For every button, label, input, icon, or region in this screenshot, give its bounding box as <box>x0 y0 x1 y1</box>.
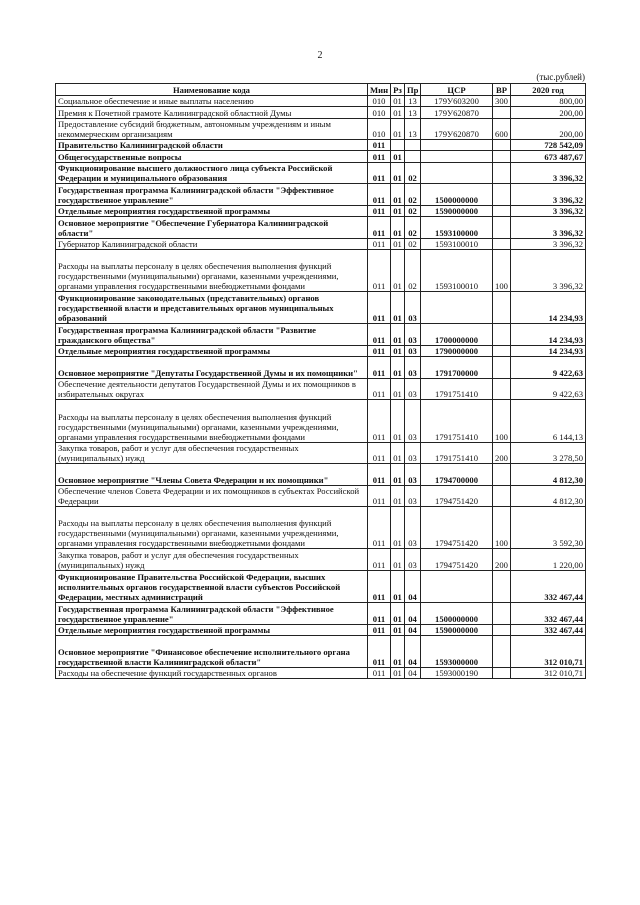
cell-sum: 3 396,32 <box>511 217 586 239</box>
header-rz: Рз <box>391 84 405 96</box>
cell-pr <box>405 140 421 151</box>
cell-vr <box>493 292 511 324</box>
cell-csr: 1790000000 <box>421 345 493 356</box>
table-row <box>56 507 586 549</box>
cell-min: 010 <box>368 96 391 107</box>
cell-sum: 200,00 <box>511 107 586 118</box>
cell-vr <box>493 357 511 379</box>
cell-sum: 1 220,00 <box>511 549 586 571</box>
cell-vr <box>493 151 511 162</box>
cell-vr: 200 <box>493 442 511 464</box>
cell-min: 011 <box>368 205 391 216</box>
cell-vr: 600 <box>493 118 511 140</box>
cell-rz: 01 <box>391 635 405 667</box>
cell-min: 011 <box>368 238 391 249</box>
cell-pr: 03 <box>405 442 421 464</box>
cell-name: Премия к Почетной грамоте Калининградской областной Думы <box>56 107 368 118</box>
cell-csr: 179У620870 <box>421 107 493 118</box>
cell-rz <box>391 140 405 151</box>
cell-pr: 03 <box>405 549 421 571</box>
cell-min: 011 <box>368 507 391 549</box>
cell-name: Государственная программа Калининградской области "Развитие гражданского общества" <box>56 324 368 346</box>
cell-name: Правительство Калининградской области <box>56 140 368 151</box>
cell-pr <box>405 151 421 162</box>
cell-rz: 01 <box>391 96 405 107</box>
cell-rz: 01 <box>391 507 405 549</box>
header-year: 2020 год <box>511 84 586 96</box>
cell-pr: 13 <box>405 96 421 107</box>
cell-sum: 728 542,09 <box>511 140 586 151</box>
cell-name: Основное мероприятие "Члены Совета Федерации и их помощники" <box>56 464 368 486</box>
cell-vr <box>493 217 511 239</box>
cell-min: 011 <box>368 464 391 486</box>
cell-min: 010 <box>368 118 391 140</box>
cell-name: Отдельные мероприятия государственной программы <box>56 205 368 216</box>
cell-name: Отдельные мероприятия государственной программы <box>56 345 368 356</box>
cell-sum: 9 422,63 <box>511 357 586 379</box>
cell-name: Закупка товаров, работ и услуг для обеспечения государственных (муниципальных) нужд <box>56 442 368 464</box>
cell-rz: 01 <box>391 292 405 324</box>
cell-csr <box>421 151 493 162</box>
cell-sum: 6 144,13 <box>511 400 586 442</box>
cell-name: Государственная программа Калининградской области "Эффективное государственное управление" <box>56 602 368 624</box>
cell-rz: 01 <box>391 238 405 249</box>
table-row <box>56 107 586 118</box>
cell-name: Функционирование законодательных (представительных) органов государственной власти и представительных органов муниципальных образований <box>56 292 368 324</box>
cell-pr: 04 <box>405 667 421 678</box>
cell-sum: 3 396,32 <box>511 238 586 249</box>
cell-pr: 02 <box>405 184 421 206</box>
header-vr: ВР <box>493 84 511 96</box>
cell-csr: 1791700000 <box>421 357 493 379</box>
header-name: Наименование кода <box>56 84 368 96</box>
table-row <box>56 238 586 249</box>
cell-name: Основное мероприятие "Обеспечение Губернатора Калининградской области" <box>56 217 368 239</box>
cell-pr: 03 <box>405 464 421 486</box>
cell-rz: 01 <box>391 184 405 206</box>
cell-csr: 1593100010 <box>421 238 493 249</box>
cell-pr: 04 <box>405 571 421 603</box>
table-row <box>56 464 586 486</box>
cell-csr <box>421 162 493 184</box>
cell-min: 011 <box>368 292 391 324</box>
cell-name: Государственная программа Калининградской области "Эффективное государственное управление" <box>56 184 368 206</box>
cell-sum: 800,00 <box>511 96 586 107</box>
cell-csr: 1791751410 <box>421 378 493 400</box>
cell-min: 011 <box>368 667 391 678</box>
cell-pr: 04 <box>405 624 421 635</box>
cell-pr: 03 <box>405 400 421 442</box>
cell-sum: 332 467,44 <box>511 602 586 624</box>
cell-rz: 01 <box>391 118 405 140</box>
cell-pr: 03 <box>405 324 421 346</box>
header-min: Мин <box>368 84 391 96</box>
cell-sum: 332 467,44 <box>511 624 586 635</box>
cell-vr: 100 <box>493 400 511 442</box>
cell-sum: 332 467,44 <box>511 571 586 603</box>
cell-min: 010 <box>368 107 391 118</box>
cell-min: 011 <box>368 624 391 635</box>
cell-min: 011 <box>368 184 391 206</box>
cell-csr: 1794751420 <box>421 507 493 549</box>
cell-rz: 01 <box>391 485 405 507</box>
cell-name: Закупка товаров, работ и услуг для обеспечения государственных (муниципальных) нужд <box>56 549 368 571</box>
cell-min: 011 <box>368 151 391 162</box>
cell-vr <box>493 378 511 400</box>
cell-rz: 01 <box>391 549 405 571</box>
cell-csr: 1794700000 <box>421 464 493 486</box>
table-row <box>56 324 586 346</box>
cell-min: 011 <box>368 357 391 379</box>
cell-sum: 3 396,32 <box>511 162 586 184</box>
table-row <box>56 250 586 292</box>
units-label: (тыс.рублей) <box>536 72 585 82</box>
cell-min: 011 <box>368 324 391 346</box>
cell-sum: 3 396,32 <box>511 250 586 292</box>
cell-rz: 01 <box>391 400 405 442</box>
table-row <box>56 378 586 400</box>
cell-min: 011 <box>368 345 391 356</box>
cell-pr: 03 <box>405 507 421 549</box>
cell-csr: 1700000000 <box>421 324 493 346</box>
cell-rz: 01 <box>391 107 405 118</box>
cell-sum: 3 278,50 <box>511 442 586 464</box>
cell-min: 011 <box>368 400 391 442</box>
cell-csr: 1593000190 <box>421 667 493 678</box>
table-row <box>56 205 586 216</box>
cell-sum: 3 592,30 <box>511 507 586 549</box>
cell-vr <box>493 571 511 603</box>
cell-vr <box>493 162 511 184</box>
cell-rz: 01 <box>391 217 405 239</box>
cell-name: Общегосударственные вопросы <box>56 151 368 162</box>
cell-sum: 200,00 <box>511 118 586 140</box>
cell-name: Расходы на выплаты персоналу в целях обеспечения выполнения функций государственными (муниципальными) органами, казенными учреждениями, органами управления государственными внебюджетными фондами <box>56 400 368 442</box>
table-row <box>56 184 586 206</box>
cell-sum: 14 234,93 <box>511 292 586 324</box>
cell-vr <box>493 184 511 206</box>
cell-vr <box>493 624 511 635</box>
cell-min: 011 <box>368 378 391 400</box>
cell-pr: 03 <box>405 345 421 356</box>
cell-rz: 01 <box>391 378 405 400</box>
table-row <box>56 217 586 239</box>
cell-sum: 3 396,32 <box>511 184 586 206</box>
cell-name: Функционирование высшего должностного лица субъекта Российской Федерации и муниципального образования <box>56 162 368 184</box>
cell-rz: 01 <box>391 357 405 379</box>
cell-csr <box>421 140 493 151</box>
cell-sum: 4 812,30 <box>511 485 586 507</box>
cell-rz: 01 <box>391 205 405 216</box>
cell-min: 011 <box>368 217 391 239</box>
cell-min: 011 <box>368 485 391 507</box>
cell-csr: 1791751410 <box>421 400 493 442</box>
table-row <box>56 667 586 678</box>
cell-name: Отдельные мероприятия государственной программы <box>56 624 368 635</box>
cell-rz: 01 <box>391 602 405 624</box>
page-number: 2 <box>317 50 323 61</box>
table-row <box>56 624 586 635</box>
cell-name: Основное мероприятие "Финансовое обеспечение исполнительного органа государственной власти Калининградской области" <box>56 635 368 667</box>
cell-rz: 01 <box>391 324 405 346</box>
table-row <box>56 96 586 107</box>
table-row <box>56 162 586 184</box>
cell-pr: 04 <box>405 602 421 624</box>
cell-pr: 02 <box>405 238 421 249</box>
cell-vr <box>493 602 511 624</box>
cell-min: 011 <box>368 442 391 464</box>
cell-vr <box>493 464 511 486</box>
cell-csr <box>421 571 493 603</box>
cell-vr <box>493 107 511 118</box>
table-row <box>56 442 586 464</box>
cell-vr: 200 <box>493 549 511 571</box>
cell-rz: 01 <box>391 345 405 356</box>
cell-csr <box>421 292 493 324</box>
cell-vr <box>493 324 511 346</box>
cell-csr: 1500000000 <box>421 184 493 206</box>
cell-csr: 1593100010 <box>421 250 493 292</box>
cell-rz: 01 <box>391 250 405 292</box>
cell-csr: 1593000000 <box>421 635 493 667</box>
table-row <box>56 292 586 324</box>
cell-rz: 01 <box>391 162 405 184</box>
cell-name: Функционирование Правительства Российской Федерации, высших исполнительных органов государственной власти субъектов Российской Федерации, местных администраций <box>56 571 368 603</box>
cell-sum: 312 010,71 <box>511 667 586 678</box>
table-row <box>56 400 586 442</box>
cell-rz: 01 <box>391 624 405 635</box>
cell-pr: 03 <box>405 357 421 379</box>
cell-rz: 01 <box>391 151 405 162</box>
cell-name: Губернатор Калининградской области <box>56 238 368 249</box>
table-row <box>56 140 586 151</box>
table-body <box>56 96 586 679</box>
cell-name: Обеспечение деятельности депутатов Государственной Думы и их помощников в избирательных округах <box>56 378 368 400</box>
cell-name: Расходы на выплаты персоналу в целях обеспечения выполнения функций государственными (муниципальными) органами, казенными учреждениями, органами управления государственными внебюджетными фондами <box>56 507 368 549</box>
cell-sum: 312 010,71 <box>511 635 586 667</box>
cell-rz: 01 <box>391 464 405 486</box>
cell-pr: 03 <box>405 485 421 507</box>
header-csr: ЦСР <box>421 84 493 96</box>
header-pr: Пр <box>405 84 421 96</box>
cell-csr: 1794751420 <box>421 549 493 571</box>
cell-pr: 03 <box>405 378 421 400</box>
cell-min: 011 <box>368 602 391 624</box>
cell-min: 011 <box>368 635 391 667</box>
cell-min: 011 <box>368 162 391 184</box>
cell-sum: 673 487,67 <box>511 151 586 162</box>
cell-name: Предоставление субсидий бюджетным, автономным учреждениям и иным некоммерческим организациям <box>56 118 368 140</box>
cell-pr: 02 <box>405 162 421 184</box>
table-row <box>56 571 586 603</box>
cell-sum: 14 234,93 <box>511 345 586 356</box>
cell-min: 011 <box>368 549 391 571</box>
table-row <box>56 485 586 507</box>
cell-min: 011 <box>368 250 391 292</box>
cell-sum: 9 422,63 <box>511 378 586 400</box>
cell-name: Социальное обеспечение и иные выплаты населению <box>56 96 368 107</box>
cell-csr: 1593100000 <box>421 217 493 239</box>
cell-pr: 03 <box>405 292 421 324</box>
cell-rz: 01 <box>391 442 405 464</box>
cell-csr: 1500000000 <box>421 602 493 624</box>
cell-sum: 4 812,30 <box>511 464 586 486</box>
cell-vr: 300 <box>493 96 511 107</box>
table-row <box>56 357 586 379</box>
cell-vr: 100 <box>493 507 511 549</box>
table-row <box>56 549 586 571</box>
cell-min: 011 <box>368 571 391 603</box>
cell-vr <box>493 485 511 507</box>
cell-csr: 1590000000 <box>421 205 493 216</box>
cell-sum: 14 234,93 <box>511 324 586 346</box>
table-row <box>56 151 586 162</box>
cell-pr: 02 <box>405 205 421 216</box>
cell-vr <box>493 205 511 216</box>
cell-name: Расходы на выплаты персоналу в целях обеспечения выполнения функций государственными (муниципальными) органами, казенными учреждениями, органами управления государственными внебюджетными фондами <box>56 250 368 292</box>
cell-rz: 01 <box>391 571 405 603</box>
cell-vr <box>493 140 511 151</box>
cell-csr: 179У603200 <box>421 96 493 107</box>
cell-vr <box>493 238 511 249</box>
cell-vr: 100 <box>493 250 511 292</box>
cell-csr: 1791751410 <box>421 442 493 464</box>
cell-pr: 02 <box>405 217 421 239</box>
cell-name: Обеспечение членов Совета Федерации и их помощников в субъектах Российской Федерации <box>56 485 368 507</box>
cell-csr: 1794751420 <box>421 485 493 507</box>
table-row <box>56 345 586 356</box>
cell-pr: 13 <box>405 118 421 140</box>
table-row <box>56 635 586 667</box>
cell-csr: 179У620870 <box>421 118 493 140</box>
cell-min: 011 <box>368 140 391 151</box>
cell-name: Основное мероприятие "Депутаты Государственной Думы и их помощники" <box>56 357 368 379</box>
cell-sum: 3 396,32 <box>511 205 586 216</box>
cell-pr: 13 <box>405 107 421 118</box>
budget-table <box>55 83 586 679</box>
cell-vr <box>493 667 511 678</box>
cell-vr <box>493 635 511 667</box>
table-row <box>56 118 586 140</box>
cell-name: Расходы на обеспечение функций государственных органов <box>56 667 368 678</box>
table-row <box>56 602 586 624</box>
cell-pr: 02 <box>405 250 421 292</box>
cell-csr: 1590000000 <box>421 624 493 635</box>
cell-vr <box>493 345 511 356</box>
table-header-row <box>56 84 586 96</box>
cell-pr: 04 <box>405 635 421 667</box>
cell-rz: 01 <box>391 667 405 678</box>
